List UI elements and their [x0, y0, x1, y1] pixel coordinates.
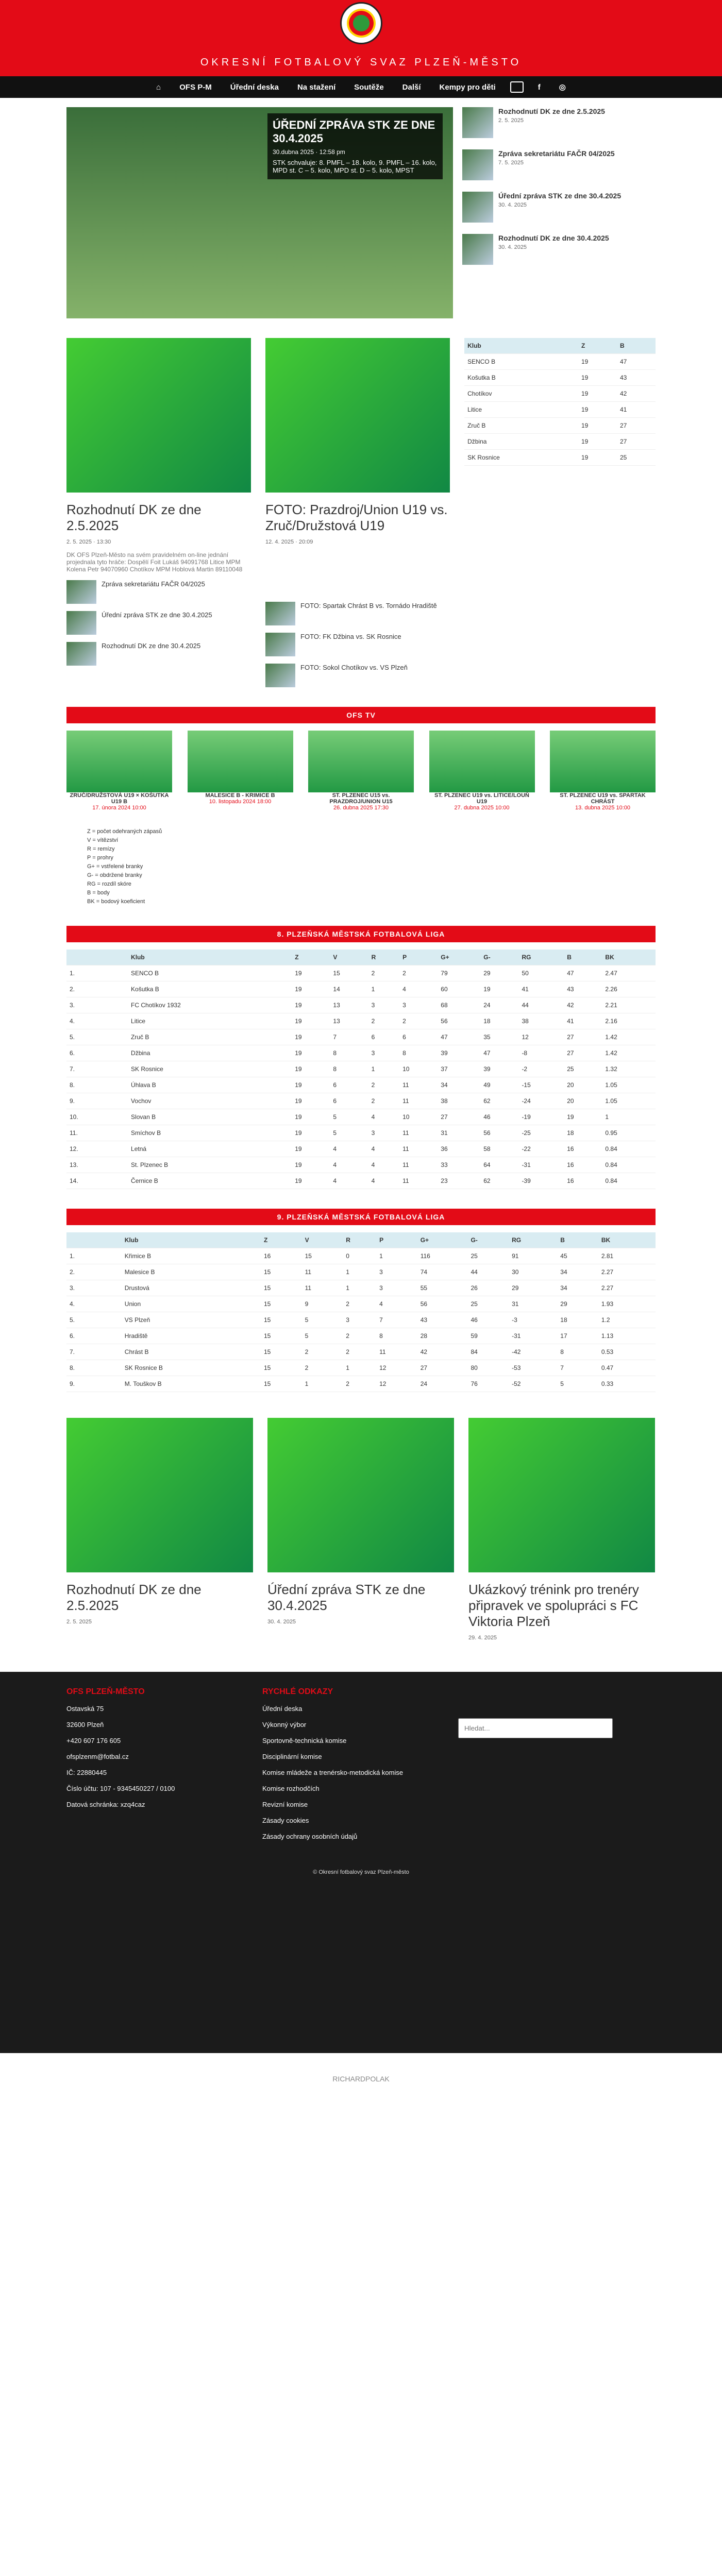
news-card[interactable]: Rozhodnutí DK ze dne 2.5.2025 2. 5. 2025: [66, 1418, 253, 1641]
nav-item[interactable]: Soutěže: [354, 82, 384, 92]
hero-slider[interactable]: [66, 107, 453, 318]
table-row: 14. Černice B 19 4 4 11 23 62 -39 16 0.84: [66, 1173, 656, 1189]
nav-item[interactable]: Na stažení: [297, 82, 336, 92]
nav-item[interactable]: Další: [402, 82, 421, 92]
logo[interactable]: [340, 2, 382, 44]
table-row: 1. SENCO B 19 15 2 2 79 29 50 47 2.47: [66, 965, 656, 981]
table-row: 6. Hradiště 15 5 2 8 28 59 -31 17 1.13: [66, 1328, 656, 1344]
tv-item[interactable]: ST. PLZENEC U15 vs. PRAZDROJ/UNION U15 26. dubna 2025 17:30: [308, 731, 414, 811]
section-title: OFS TV: [66, 707, 656, 723]
tv-item[interactable]: MALESICE B - KRIMICE B 10. listopadu 2024 18:00: [188, 731, 293, 811]
footer-link[interactable]: Disciplinární komise: [262, 1753, 322, 1760]
table-row: 12. Letná 19 4 4 11 36 58 -22 16 0.84: [66, 1141, 656, 1157]
search-input[interactable]: [458, 1718, 613, 1738]
table-row: 2. Malesice B 15 11 1 3 74 44 30 34 2.27: [66, 1264, 656, 1280]
footer-link[interactable]: Sportovně-technická komise: [262, 1737, 347, 1744]
table-row: 4. Union 15 9 2 4 56 25 31 29 1.93: [66, 1296, 656, 1312]
league-8-title: 8. PLZEŇSKÁ MĚSTSKÁ FOTBALOVÁ LIGA: [66, 926, 656, 942]
facebook-icon[interactable]: f: [538, 82, 541, 92]
tv-item[interactable]: ST. PLZENEC U19 vs. LITICE/LOUŇ U19 27. dubna 2025 10:00: [429, 731, 535, 811]
table-row: 7. Chrást B 15 2 2 11 42 84 -42 8 0.53: [66, 1344, 656, 1360]
league-9-title: 9. PLZEŇSKÁ MĚSTSKÁ FOTBALOVÁ LIGA: [66, 1209, 656, 1225]
footer-link[interactable]: Zásady cookies: [262, 1817, 309, 1824]
slider-title[interactable]: ÚŘEDNÍ ZPRÁVA STK ZE DNE 30.4.2025: [273, 118, 435, 145]
table-row: 9. M. Touškov B 15 1 2 12 24 76 -52 5 0.33: [66, 1376, 656, 1392]
footer-link[interactable]: Komise mládeže a trenérsko-metodická komise: [262, 1769, 404, 1776]
table-row: 3. Drustová 15 11 1 3 55 26 29 34 2.27: [66, 1280, 656, 1296]
side-news-title[interactable]: Rozhodnutí DK ze dne 30.4.2025: [498, 234, 609, 242]
table-row: 5. Zruč B 19 7 6 6 47 35 12 27 1.42: [66, 1029, 656, 1045]
table-row: 11. Smíchov B 19 5 3 11 31 56 -25 18 0.95: [66, 1125, 656, 1141]
home-icon[interactable]: ⌂: [156, 82, 161, 92]
news-card[interactable]: Rozhodnutí DK ze dne 2.5.2025 2. 5. 2025 · 13:30 DK OFS Plzeň-Město na svém pravidelném on-line jednání projednala tyto hráče: Dospělí Foit Lukáš 94091768 Litice MPM Kolena Petr 94070960 Chotíkov MPM Hoblová Martin 89110048 Zpráva sekretariátu FAČR 04/2025 Úřední zpráva STK ze dne 30.4.2025 Rozhodnutí DK ze dne 30.4.2025: [66, 338, 251, 687]
main-nav: [0, 76, 722, 98]
table-row: 8. SK Rosnice B 15 2 1 12 27 80 -53 7 0.47: [66, 1360, 656, 1376]
footer-link[interactable]: Úřední deska: [262, 1705, 303, 1713]
table-row: 2. Košutka B 19 14 1 4 60 19 41 43 2.26: [66, 981, 656, 997]
table-row: 4. Litice 19 13 2 2 56 18 38 41 2.16: [66, 1013, 656, 1029]
table-row: 7. SK Rosnice 19 8 1 10 37 39 -2 25 1.32: [66, 1061, 656, 1077]
news-card[interactable]: FOTO: Prazdroj/Union U19 vs. Zruč/Družstová U19 12. 4. 2025 · 20:09 FOTO: Spartak Chrást B vs. Tornádo Hradiště FOTO: FK Džbina vs. SK Rosnice FOTO: Sokol Chotíkov vs. VS Plzeň: [265, 338, 450, 687]
nav-item[interactable]: Kempy pro děti: [439, 82, 496, 92]
side-news-title[interactable]: Úřední zpráva STK ze dne 30.4.2025: [498, 192, 622, 200]
footer: OFS PLZEŇ-MĚSTO Ostavská 75 32600 Plzeň +420 607 176 605 ofsplzenm@fotbal.cz IČ: 22880445 Číslo účtu: 107 - 9345450227 / 0100 Datová schránka: xzq4caz RYCHLÉ ODKAZY Úřední deska Výkonný výbor Sportovně-technická komise Disciplinární komise Komise mládeže a trenérsko-metodická komise Komise rozhodčích Revizní komise Zásady cookies Zásady ochrany osobních údajů Hledat... © Okresní fotbalový svaz Plzeň-město: [0, 1672, 722, 2053]
side-news-title[interactable]: Zpráva sekretariátu FAČR 04/2025: [498, 149, 615, 158]
table-row: 13. St. Plzenec B 19 4 4 11 33 64 -31 16 0.84: [66, 1157, 656, 1173]
league-8-table: Klub Z V R P G+ G- RG B BK 1. SENCO B 19 15 2 2 79 29 50 47 2.47 2. Košutka B 19 14 1 4 60 19 41 43 2.26 3. FC Chotíkov 1932 19 13 3 3 68 24 44 42 2.21 4. Litice 19 13 2 2 56 18 38 41 2.16 5. Zruč B 19 7 6 6 47 35 12 27 1.42 6. Džbina 19 8 3 8 39 47 -8 27 1.42 7. SK Rosnice 19 8 1 10 37 39 -2 25 1.32 8. Úhlava B 19 6 2 11 34 49 -15 20 1.05 9. Vochov 19 6 2 11 38 62 -24 20 1.05 10. Slovan B 19 5 4 10 27 46 -19 19 1 11. Smíchov B 19 5 3 11 31 56 -25 18 0.95 12. Letná 19 4 4 11 36 58 -22 16 0.84 13. St. Plzenec B 19 4 4 11 33 64 -31 16 0.84 14. Černice B 19 4 4 11 23 62 -39 16 0.84: [66, 950, 656, 1189]
slider-meta: 30.dubna 2025 · 12:58 pm: [273, 148, 345, 156]
news-card[interactable]: Ukázkový trénink pro trenéry připravek ve spolupráci s FC Viktoria Plzeň 29. 4. 2025: [468, 1418, 655, 1641]
instagram-icon[interactable]: ◎: [559, 83, 566, 92]
table-row: 8. Úhlava B 19 6 2 11 34 49 -15 20 1.05: [66, 1077, 656, 1093]
footer-brand: RICHARDPOLAK: [332, 2075, 390, 2083]
footer-link[interactable]: Revizní komise: [262, 1801, 308, 1808]
tv-item[interactable]: ST. PLZENEC U19 vs. SPARTAK CHRÁST 13. dubna 2025 10:00: [550, 731, 656, 811]
site-name: OKRESNÍ FOTBALOVÝ SVAZ PLZEŇ-MĚSTO: [200, 57, 522, 68]
footer-link[interactable]: Výkonný výbor: [262, 1721, 307, 1728]
side-news-title[interactable]: Rozhodnutí DK ze dne 2.5.2025: [498, 107, 605, 115]
nav-item[interactable]: OFS P-M: [179, 82, 212, 92]
table-row: 5. VS Plzeň 15 5 3 7 43 46 -3 18 1.2: [66, 1312, 656, 1328]
table-row: 10. Slovan B 19 5 4 10 27 46 -19 19 1: [66, 1109, 656, 1125]
tv-item[interactable]: ZRUČ/DRUŽSTOVÁ U19 × KOŠUTKA U19 B 17. února 2024 10:00: [66, 731, 172, 811]
slider-text: STK schvaluje: 8. PMFL – 18. kolo, 9. PMFL – 16. kolo, MPD st. C – 5. kolo, MPD st. D – 5. kolo, MPST: [273, 159, 437, 174]
league-9-table: Klub Z V R P G+ G- RG B BK 1. Křimice B 16 15 0 1 116 25 91 45 2.81 2. Malesice B 15 11 1 3 74 44 30 34 2.27 3. Drustová 15 11 1 3 55 26 29 34 2.27 4. Union 15 9 2 4 56 25 31 29 1.93 5. VS Plzeň 15 5 3 7 43 46 -3 18 1.2 6. Hradiště 15 5 2 8 28 59 -31 17 1.13 7. Chrást B 15 2 2 11 42 84 -42 8 0.53 8. SK Rosnice B 15 2 1 12 27 80 -53 7 0.47 9. M. Touškov B 15 1 2 12 24 76 -52 5 0.33: [66, 1232, 656, 1392]
mini-standings: Klub Z B SENCO B 19 47 Košutka B 19 43 Chotíkov 19 42 Litice 19 41 Zruč B 19 27 Džbina 19 27 SK Rosnice 19 25: [464, 338, 656, 466]
table-row: 9. Vochov 19 6 2 11 38 62 -24 20 1.05: [66, 1093, 656, 1109]
footer-link[interactable]: Komise rozhodčích: [262, 1785, 320, 1792]
nav-item[interactable]: Úřední deska: [230, 82, 279, 92]
news-card[interactable]: Úřední zpráva STK ze dne 30.4.2025 30. 4. 2025: [267, 1418, 454, 1641]
legend: Z = počet odehraných zápasů V = vítězství R = remízy P = prohry G+ = vstřelené branky G- = obdržené branky RG = rozdíl skóre B = body BK = bodový koeficient: [87, 828, 162, 905]
footer-link[interactable]: Zásady ochrany osobních údajů: [262, 1833, 358, 1840]
header: [0, 0, 722, 76]
table-row: 1. Křimice B 16 15 0 1 116 25 91 45 2.81: [66, 1248, 656, 1264]
table-row: 3. FC Chotíkov 1932 19 13 3 3 68 24 44 42 2.21: [66, 997, 656, 1013]
tv-icon[interactable]: [510, 81, 524, 93]
table-row: 6. Džbina 19 8 3 8 39 47 -8 27 1.42: [66, 1045, 656, 1061]
